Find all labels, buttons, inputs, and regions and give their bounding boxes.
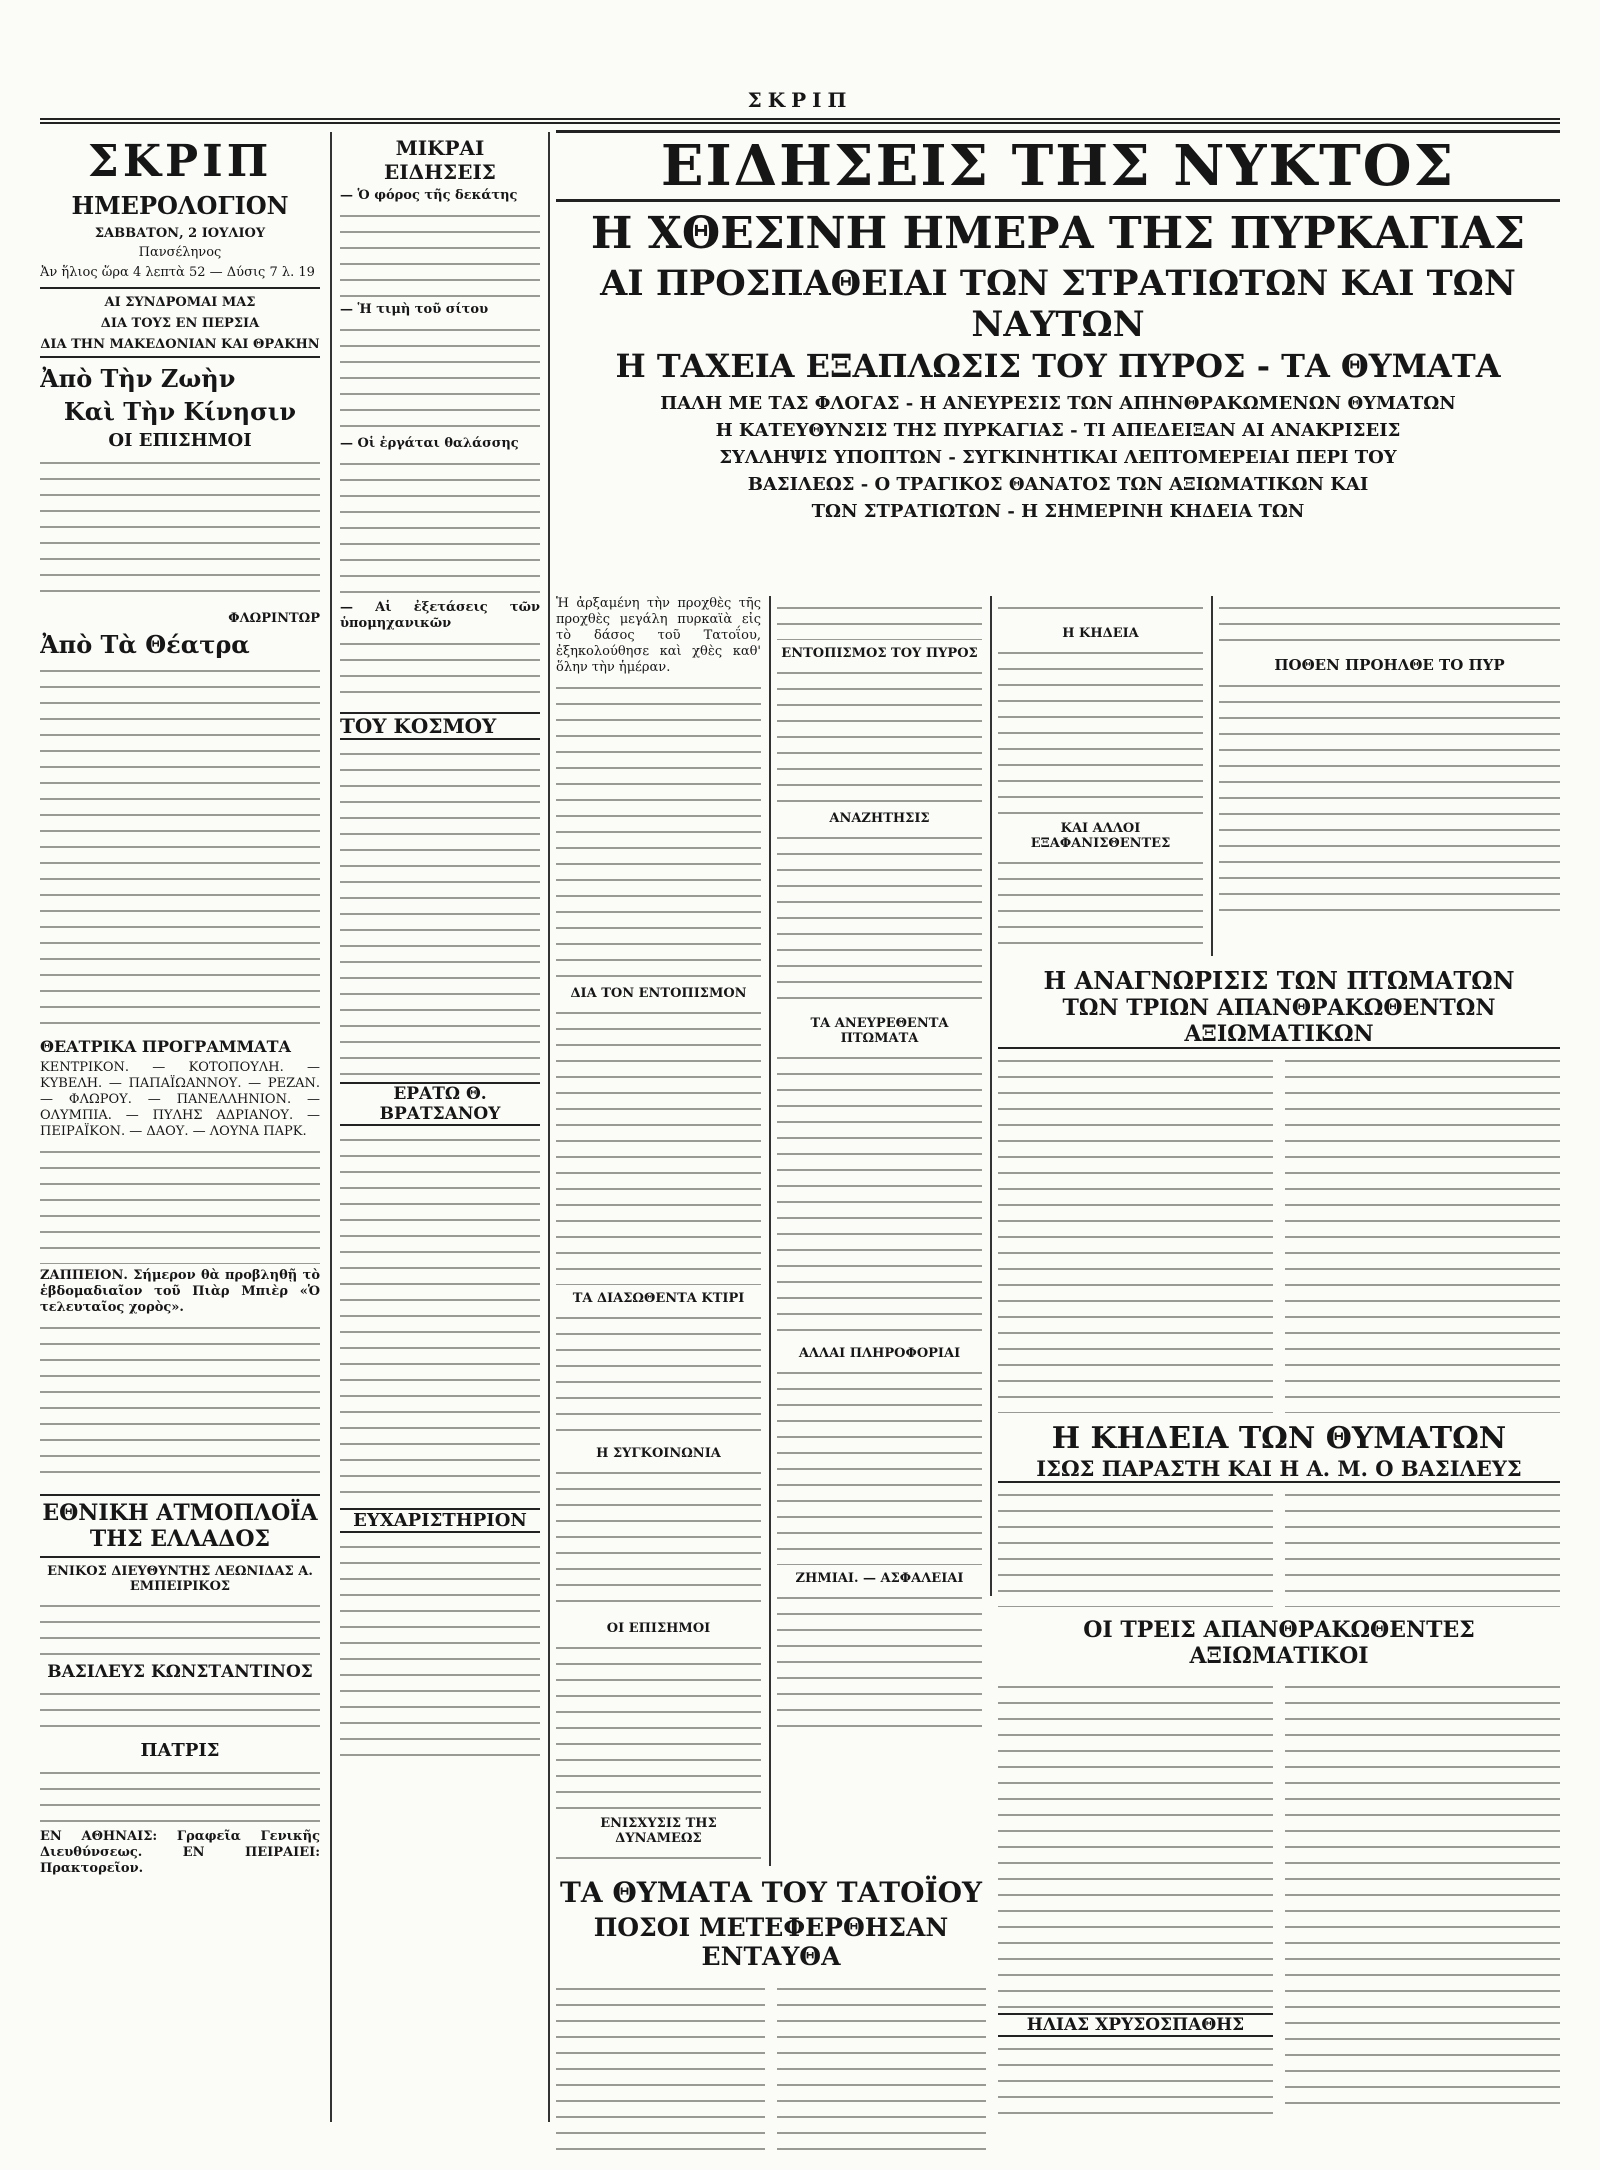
col4-text-block xyxy=(777,1365,982,1565)
left-date: ΣΑΒΒΑΤΟΝ, 2 ΙΟΥΛΙΟΥ xyxy=(94,226,266,241)
right-text-block xyxy=(1285,1053,1560,1413)
col2-text-block xyxy=(340,1132,540,1502)
col6 xyxy=(1219,596,1560,956)
col4-text-block xyxy=(777,830,982,1010)
left-ad3: ΔΙΑ ΤΗΝ ΜΑΚΕΔΟΝΙΑΝ ΚΑΙ ΘΡΑΚΗΝ xyxy=(40,337,320,352)
left-title: ΣΚΡΙΠ xyxy=(87,136,273,187)
right-h5: ΟΙ ΤΡΕΙΣ ΑΠΑΝΘΡΑΚΩΘΕΝΤΕΣ ΑΞΙΩΜΑΤΙΚΟΙ xyxy=(1083,1617,1475,1669)
column-rule xyxy=(990,596,992,1596)
col3-s1: ΔΙΑ ΤΟΝ ΕΝΤΟΠΙΣΜΟΝ xyxy=(570,986,747,1001)
col4-s3: ΤΑ ΑΝΕΥΡΕΘΕΝΤΑ ΠΤΩΜΑΤΑ xyxy=(810,1016,949,1046)
left-zappeion: ΖΑΠΠΕΙΟΝ. Σήμερον θὰ προβληθῇ τὸ ἑβδομαδιαῖον τοῦ Πιὰρ Μπιὲρ «Ὁ τελευταῖος χορὸς». xyxy=(40,1268,320,1315)
right-h2: ΤΩΝ ΤΡΙΩΝ ΑΠΑΝΘΡΑΚΩΘΕΝΤΩΝ ΑΞΙΩΜΑΤΙΚΩΝ xyxy=(998,995,1560,1049)
col2-text-block xyxy=(340,456,540,596)
right-h6: ΗΛΙΑΣ ΧΡΥΣΟΣΠΑΘΗΣ xyxy=(998,2013,1273,2037)
bottom-section xyxy=(556,1876,986,2155)
bottom-text-block xyxy=(777,1981,986,2151)
col2-text-block xyxy=(340,322,540,432)
col4-text-block xyxy=(777,665,982,805)
left-text-block xyxy=(40,455,320,605)
right-section xyxy=(998,966,1560,2125)
col2-sec1: ΜΙΚΡΑΙ ΕΙΔΗΣΕΙΣ xyxy=(384,136,496,184)
bottom-h1: ΤΑ ΘΥΜΑΤΑ ΤΟΥ ΤΑΤΟΪΟΥ xyxy=(560,1876,982,1909)
top-rule xyxy=(40,118,1560,124)
col3-text-block xyxy=(556,1310,761,1440)
column-rule xyxy=(1211,596,1213,956)
col5-text-block xyxy=(998,600,1203,620)
left-ad1: ΑΙ ΣΥΝΔΡΟΜΑΙ ΜΑΣ xyxy=(104,295,256,310)
right-text-block xyxy=(998,2041,1273,2121)
col4-s4: ΑΛΛΑΙ ΠΛΗΡΟΦΟΡΙΑΙ xyxy=(798,1346,961,1361)
right-h3: Η ΚΗΔΕΙΑ ΤΩΝ ΘΥΜΑΤΩΝ xyxy=(1051,1421,1507,1456)
left-subtitle: ΗΜΕΡΟΛΟΓΙΟΝ xyxy=(71,191,289,220)
main-deck3: ΣΥΛΛΗΨΙΣ ΥΠΟΠΤΩΝ - ΣΥΓΚΙΝΗΤΙΚΑΙ ΛΕΠΤΟΜΕΡΕΙΑΙ ΠΕΡΙ ΤΟΥ xyxy=(719,447,1397,468)
left-sec1b: Καὶ Τὴν Κίνησιν xyxy=(63,397,297,426)
col2-item4: — Αἱ ἐξετάσεις τῶν ὑπομηχανικῶν xyxy=(340,600,540,631)
main-deck4: ΒΑΣΙΛΕΩΣ - Ο ΤΡΑΓΙΚΟΣ ΘΑΝΑΤΟΣ ΤΩΝ ΑΞΙΩΜΑΤΙΚΩΝ ΚΑΙ xyxy=(747,474,1369,495)
col2-sec4: ΕΥΧΑΡΙΣΤΗΡΙΟΝ xyxy=(340,1508,540,1533)
col3-s5: ΕΝΙΣΧΥΣΙΣ ΤΗΣ ΔΥΝΑΜΕΩΣ xyxy=(600,1816,717,1846)
main-headline-block xyxy=(556,130,1560,522)
col5-s1: Η ΚΗΔΕΙΑ xyxy=(1062,626,1139,641)
column-rule xyxy=(548,132,550,2122)
left-sec4: ΕΘΝΙΚΗ ΑΤΜΟΠΛΟΪΑ ΤΗΣ ΕΛΛΑΔΟΣ xyxy=(42,1500,318,1552)
col3-text-block xyxy=(556,1850,761,1866)
col3-s4: ΟΙ ΕΠΙΣΗΜΟΙ xyxy=(606,1621,711,1636)
left-text-block xyxy=(40,1598,320,1658)
right-text-block xyxy=(998,1053,1273,1413)
col4-text-block xyxy=(777,1050,982,1340)
left-ad2: ΔΙΑ ΤΟΥΣ ΕΝ ΠΕΡΣΙΑ xyxy=(100,316,260,331)
col2-item2: — Ἡ τιμὴ τοῦ σίτου xyxy=(340,302,489,317)
col2-text-block xyxy=(340,636,540,706)
right-text-block xyxy=(1285,1487,1560,1607)
col2-sec3: ΕΡΑΤΩ Θ. ΒΡΑΤΣΑΝΟΥ xyxy=(340,1082,540,1126)
right-h4: ΙΣΩΣ ΠΑΡΑΣΤΗ ΚΑΙ Η Α. Μ. Ο ΒΑΣΙΛΕΥΣ xyxy=(998,1456,1560,1483)
right-text-block xyxy=(998,1679,1273,2009)
left-offices: ΕΝ ΑΘΗΝΑΙΣ: Γραφεῖα Γενικῆς Διευθύνσεως. ΕΝ ΠΕΙΡΑΙΕΙ: Πρακτορεῖον. xyxy=(40,1829,320,1876)
right-text-block xyxy=(998,1487,1273,1607)
left-sec2: Ἀπὸ Τὰ Θέατρα xyxy=(40,630,250,659)
col2 xyxy=(340,132,540,2132)
col3-text-block xyxy=(556,1640,761,1810)
main-deck2: Η ΚΑΤΕΥΘΥΝΣΙΣ ΤΗΣ ΠΥΡΚΑΓΙΑΣ - ΤΙ ΑΠΕΔΕΙΞΑΝ ΑΙ ΑΝΑΚΡΙΣΕΙΣ xyxy=(715,420,1401,441)
col4-text-block xyxy=(777,600,982,640)
left-text-block xyxy=(40,663,320,1033)
col3 xyxy=(556,596,761,1866)
bottom-text-block xyxy=(556,1981,765,2151)
col3-text-block xyxy=(556,1465,761,1615)
col5-text-block xyxy=(998,855,1203,945)
left-sec1c: ΟΙ ΕΠΙΣΗΜΟΙ xyxy=(108,430,252,451)
left-sec1: Ἀπὸ Τὴν Ζωὴν xyxy=(40,364,236,393)
col2-sec2: ΤΟΥ ΚΟΣΜΟΥ xyxy=(340,712,540,740)
column-rule xyxy=(769,596,771,1866)
left-theatres: ΚΕΝΤΡΙΚΟΝ. — ΚΟΤΟΠΟΥΛΗ. — ΚΥΒΕΛΗ. — ΠΑΠΑΪΩΑΝΝΟΥ. — ΡΕΖΑΝ. — ΦΛΩΡΟΥ. — ΠΑΝΕΛΛΗΝΙΟΝ. — ΟΛΥΜΠΙΑ. — ΠΥΛΗΣ ΑΔΡΙΑΝΟΥ. — ΠΕΙΡΑΪΚΟΝ. — ΔΑΟΥ. — ΛΟΥΝΑ ΠΑΡΚ. xyxy=(40,1060,320,1139)
col6-s1: ΠΟΘΕΝ ΠΡΟΗΛΘΕ ΤΟ ΠΥΡ xyxy=(1274,656,1505,674)
col3-lead: Ἡ ἀρξαμένη τὴν προχθὲς τῆς προχθὲς μεγάλη πυρκαϊὰ εἰς τὸ δάσος τοῦ Τατοΐου, ἐξηκολούθησε καὶ χθὲς καθ' ὅλην τὴν ἡμέραν. xyxy=(556,596,761,675)
left-text-block xyxy=(40,1686,320,1736)
col4-s5: ΖΗΜΙΑΙ. — ΑΣΦΑΛΕΙΑΙ xyxy=(795,1571,964,1586)
col2-item1: — Ὁ φόρος τῆς δεκάτης xyxy=(340,188,518,203)
left-sun: Ἀν ἥλιος ὥρα 4 λεπτὰ 52 — Δύσις 7 λ. 19 xyxy=(40,265,315,280)
main-deck5: ΤΩΝ ΣΤΡΑΤΙΩΤΩΝ - Η ΣΗΜΕΡΙΝΗ ΚΗΔΕΙΑ ΤΩΝ xyxy=(811,501,1305,522)
left-sec4b: ΕΝΙΚΟΣ ΔΙΕΥΘΥΝΤΗΣ ΛΕΩΝΙΔΑΣ Α. ΕΜΠΕΙΡΙΚΟΣ xyxy=(47,1564,313,1594)
col3-s3: Η ΣΥΓΚΟΙΝΩΝΙΑ xyxy=(596,1446,721,1461)
col4-text-block xyxy=(777,1590,982,1730)
column-rule xyxy=(330,132,332,2122)
col2-text-block xyxy=(340,746,540,1076)
col3-s2: ΤΑ ΔΙΑΣΩΘΕΝΤΑ ΚΤΙΡΙ xyxy=(572,1291,745,1306)
left-text-block xyxy=(40,1765,320,1825)
main-h3: Η ΤΑΧΕΙΑ ΕΞΑΠΛΩΣΙΣ ΤΟΥ ΠΥΡΟΣ - ΤΑ ΘΥΜΑΤΑ xyxy=(615,347,1501,385)
masthead: ΣΚΡΙΠ xyxy=(747,88,853,112)
col2-text-block xyxy=(340,208,540,298)
bottom-h2: ΠΟΣΟΙ ΜΕΤΕΦΕΡΘΗΣΑΝ ΕΝΤΑΥΘΑ xyxy=(593,1913,949,1971)
left-text-block xyxy=(40,1320,320,1480)
main-kicker: ΕΙΔΗΣΕΙΣ ΤΗΣ ΝΥΚΤΟΣ xyxy=(556,130,1560,202)
col2-text-block xyxy=(340,1539,540,1769)
main-h1: Η ΧΘΕΣΙΝΗ ΗΜΕΡΑ ΤΗΣ ΠΥΡΚΑΓΙΑΣ xyxy=(590,208,1526,259)
col4-s2: ΑΝΑΖΗΤΗΣΙΣ xyxy=(829,811,930,826)
left-ship1: ΒΑΣΙΛΕΥΣ ΚΩΝΣΤΑΝΤΙΝΟΣ xyxy=(47,1662,313,1682)
col5-s2: ΚΑΙ ΑΛΛΟΙ ΕΞΑΦΑΝΙΣΘΕΝΤΕΣ xyxy=(1030,821,1171,851)
left-column xyxy=(40,132,320,2132)
right-text-block xyxy=(1285,1679,1560,2109)
col5-text-block xyxy=(998,645,1203,815)
main-h2: ΑΙ ΠΡΟΣΠΑΘΕΙΑΙ ΤΩΝ ΣΤΡΑΤΙΩΤΩΝ ΚΑΙ ΤΩΝ ΝΑΥΤΩΝ xyxy=(600,263,1516,345)
col6-text-block xyxy=(1219,600,1560,650)
col4-s1: ΕΝΤΟΠΙΣΜΟΣ ΤΟΥ ΠΥΡΟΣ xyxy=(781,646,978,661)
left-ship2: ΠΑΤΡΙΣ xyxy=(140,1740,220,1761)
left-text-block xyxy=(40,1144,320,1264)
col2-item3: — Οἱ ἐργάται θαλάσσης xyxy=(340,436,519,451)
col3-text-block xyxy=(556,680,761,980)
col4 xyxy=(777,596,982,1866)
col3-text-block xyxy=(556,1005,761,1285)
col6-text-block xyxy=(1219,678,1560,918)
main-deck1: ΠΑΛΗ ΜΕ ΤΑΣ ΦΛΟΓΑΣ - Η ΑΝΕΥΡΕΣΙΣ ΤΩΝ ΑΠΗΝΘΡΑΚΩΜΕΝΩΝ ΘΥΜΑΤΩΝ xyxy=(660,393,1456,414)
left-saint: Πανσέληνος xyxy=(138,245,222,260)
left-sec3: ΘΕΑΤΡΙΚΑ ΠΡΟΓΡΑΜΜΑΤΑ xyxy=(40,1037,291,1056)
right-h1: Η ΑΝΑΓΝΩΡΙΣΙΣ ΤΩΝ ΠΤΩΜΑΤΩΝ xyxy=(1043,966,1515,995)
col5 xyxy=(998,596,1203,956)
left-sign1: ΦΛΩΡΙΝΤΩΡ xyxy=(228,611,320,626)
